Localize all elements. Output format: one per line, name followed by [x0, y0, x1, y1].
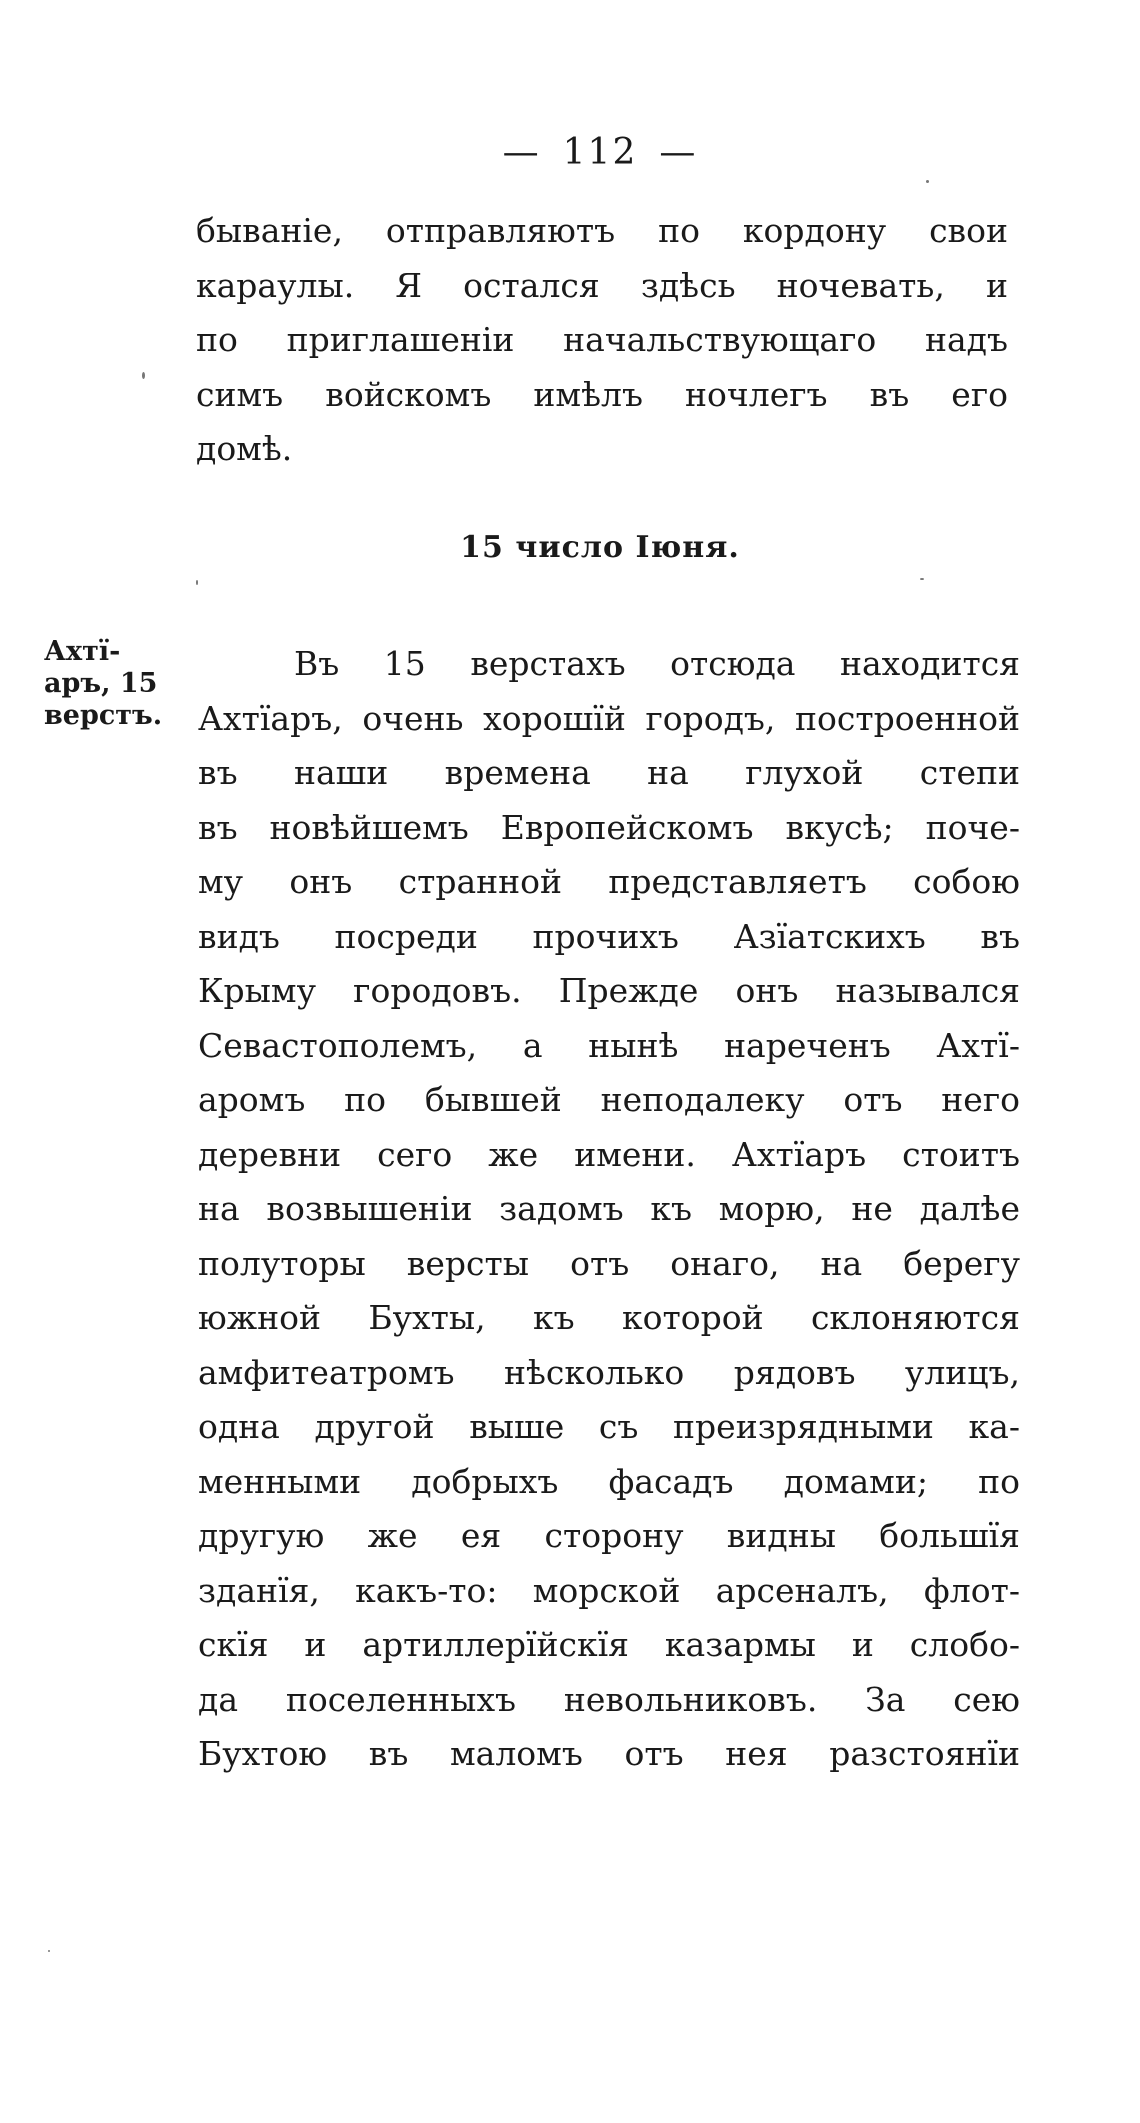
paragraph-line: въ наши времена на глухой степи — [198, 753, 1020, 792]
paragraph-line: караулы. Я остался здѣсь ночевать, и — [196, 265, 1008, 305]
paragraph-line: бываніе, отправляютъ по кордону свои — [196, 211, 1008, 250]
paragraph-line: аромъ по бывшей неподалеку отъ него — [198, 1080, 1020, 1119]
print-speck — [920, 578, 924, 580]
paragraph-line: Крыму городовъ. Прежде онъ назывался — [198, 971, 1020, 1010]
paragraph-line: южной Бухты, къ которой склоняются — [198, 1298, 1020, 1337]
paragraph-line: скїя и артиллерїйскїя казармы и слобо- — [198, 1625, 1020, 1664]
paragraph-line: въ новѣйшемъ Европейскомъ вкусѣ; поче- — [198, 807, 1020, 847]
paragraph-line: на возвышеніи задомъ къ морю, не далѣе — [198, 1189, 1020, 1228]
paragraph-line: деревни сего же имени. Ахтїаръ стоитъ — [198, 1134, 1020, 1174]
paragraph-line: да поселенныхъ невольниковъ. За сею — [198, 1679, 1020, 1719]
dash-left: — — [502, 132, 541, 173]
paragraph-line: менными добрыхъ фасадъ домами; по — [198, 1461, 1020, 1501]
date-heading: 15 число Іюня. — [460, 530, 740, 565]
page-number-header — [0, 132, 1140, 173]
paragraph-line: другую же ея сторону видны большїя — [198, 1516, 1020, 1555]
paragraph-line: симъ войскомъ имѣлъ ночлегъ въ его — [196, 374, 1008, 414]
print-speck — [926, 180, 929, 183]
margin-note — [44, 636, 194, 732]
paragraph-line: Ахтїаръ, очень хорошїй городъ, построенной — [198, 698, 1020, 738]
paragraph-line: полуторы версты отъ онаго, на берегу — [198, 1243, 1020, 1283]
paragraph-line: амфитеатромъ нѣсколько рядовъ улицъ, — [198, 1352, 1020, 1392]
margin-note-line: Ахтї- — [44, 636, 121, 667]
print-speck — [196, 580, 198, 585]
paragraph-line: видъ посреди прочихъ Азїатскихъ въ — [198, 916, 1020, 956]
margin-note-line: верстъ. — [44, 700, 163, 731]
paragraph-line: Въ 15 верстахъ отсюда находится — [294, 644, 1020, 683]
paragraph-line: одна другой выше съ преизрядными ка- — [198, 1407, 1020, 1446]
paragraph-line: му онъ странной представляетъ собою — [198, 862, 1020, 901]
print-speck — [48, 1950, 50, 1952]
paragraph-line: Бухтою въ маломъ отъ нея разстоянїи — [198, 1734, 1020, 1773]
paragraph-2 — [198, 637, 1020, 1782]
paragraph-1 — [196, 204, 1008, 477]
paragraph-line: зданїя, какъ-то: морской арсеналъ, флот- — [198, 1570, 1020, 1610]
print-speck — [142, 372, 145, 379]
paragraph-line: по приглашеніи начальствующаго надъ — [196, 320, 1008, 359]
margin-note-line: аръ, 15 — [44, 668, 158, 699]
dash-right: — — [659, 132, 698, 173]
paragraph-line: Севастополемъ, а нынѣ нареченъ Ахтї- — [198, 1025, 1020, 1065]
paragraph-line: домѣ. — [196, 429, 293, 468]
page-number: 112 — [562, 132, 638, 173]
